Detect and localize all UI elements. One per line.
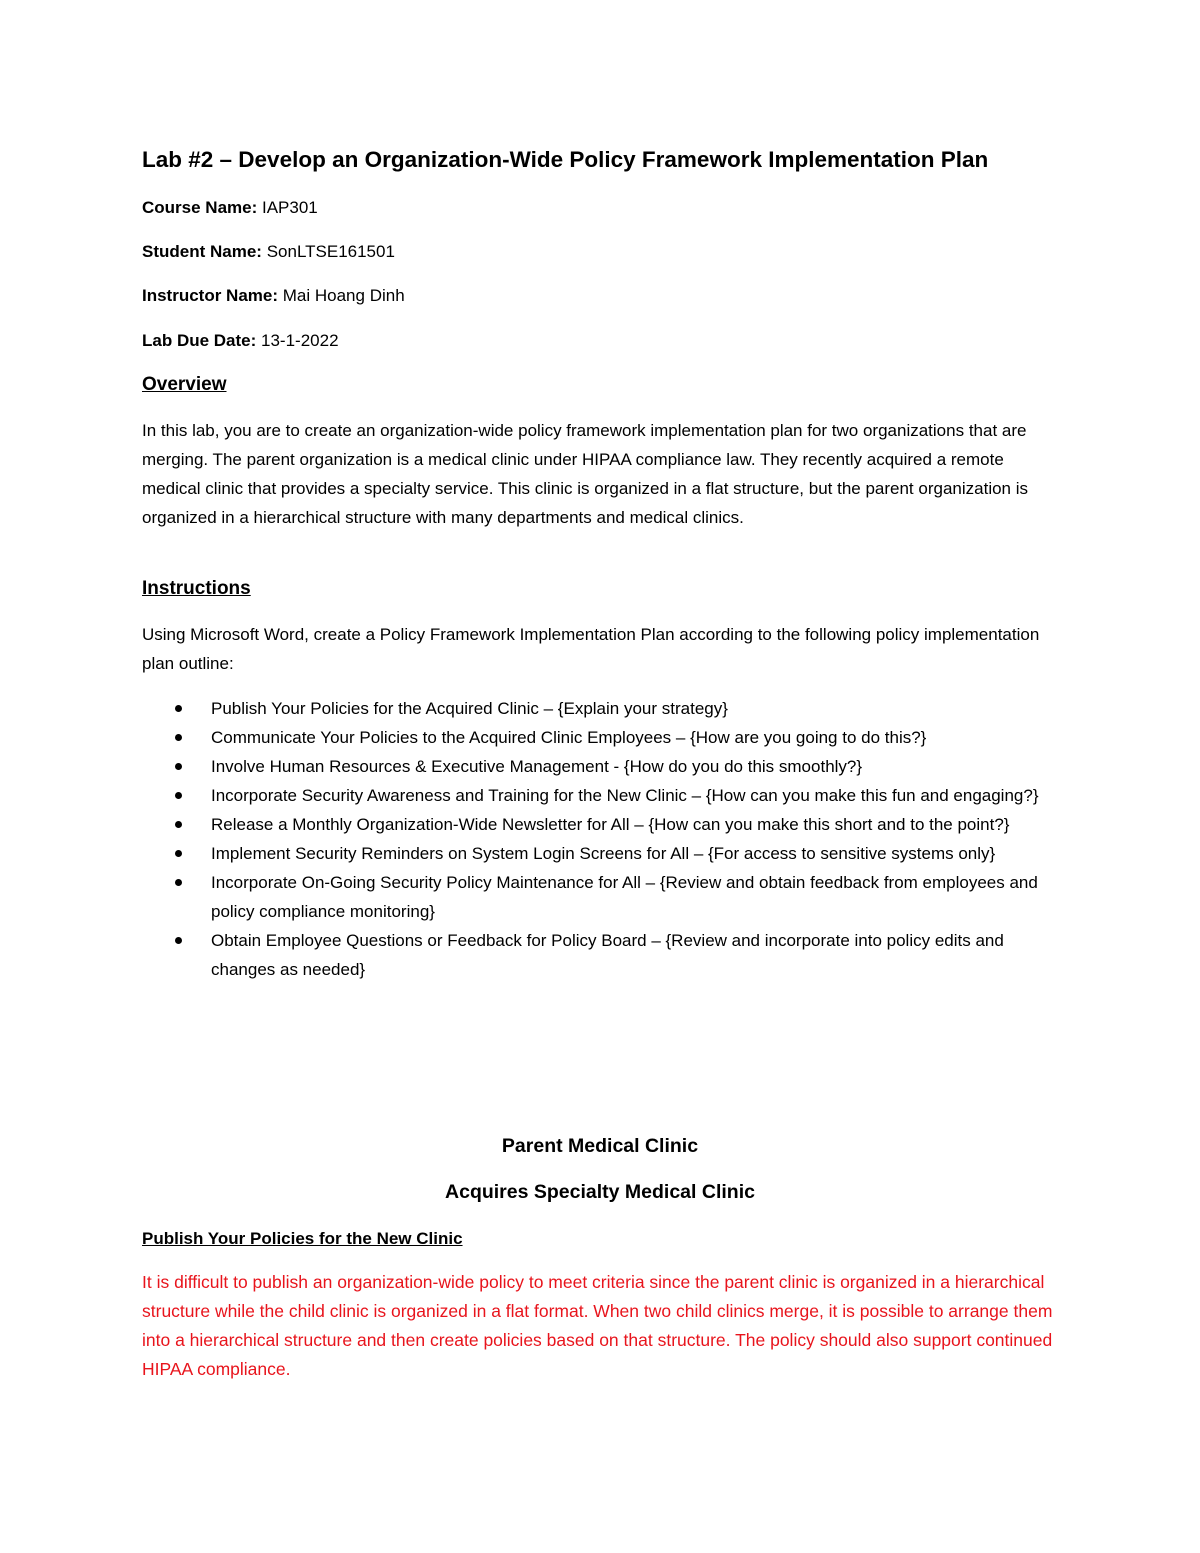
- instructions-heading: Instructions: [142, 578, 251, 599]
- instructor-name-line: [142, 284, 405, 308]
- student-name-line: [142, 240, 395, 264]
- instructions-outline-list: [142, 694, 1072, 984]
- document-title: Lab #2 – Develop an Organization-Wide Policy Framework Implementation Plan: [142, 147, 989, 172]
- acquires-clinic-heading: Acquires Specialty Medical Clinic: [445, 1181, 755, 1203]
- bullet-icon: [175, 821, 182, 828]
- list-item: Involve Human Resources & Executive Management - {How do you do this smoothly?}: [142, 752, 1072, 781]
- publish-policies-answer: It is difficult to publish an organization-wide policy to meet criteria since the parent clinic is organized in a hierarchical structure while the child clinic is organized in a flat format. When two child clinics merge, it is possible to arrange them into a hierarchical structure and then create policies based on that structure. The policy should also support continued HIPAA compliance.: [142, 1272, 1053, 1379]
- due-date-label: Lab Due Date:: [142, 331, 257, 350]
- bullet-icon: [175, 879, 182, 886]
- student-name-value: SonLTSE161501: [261, 242, 395, 261]
- list-item: Communicate Your Policies to the Acquired Clinic Employees – {How are you going to do this?}: [142, 723, 1072, 752]
- student-name-label: Student Name:: [142, 242, 262, 261]
- bullet-icon: [175, 937, 182, 944]
- overview-heading: Overview: [142, 374, 227, 395]
- bullet-icon: [175, 763, 182, 770]
- overview-paragraph: In this lab, you are to create an organization-wide policy framework implementation plan for two organizations that are merging. The parent organization is a medical clinic under HIPAA compliance law. They recently acquired a remote medical clinic that provides a specialty service. This clinic is organized in a flat structure, but the parent organization is organized in a hierarchical structure with many departments and medical clinics.: [142, 421, 1047, 527]
- instructions-paragraph: Using Microsoft Word, create a Policy Framework Implementation Plan according to the following policy implementation plan outline:: [142, 625, 1040, 673]
- instructor-name-value: Mai Hoang Dinh: [278, 286, 405, 305]
- list-item: Incorporate Security Awareness and Training for the New Clinic – {How can you make this fun and engaging?}: [142, 781, 1072, 810]
- course-name-label: Course Name:: [142, 198, 258, 217]
- bullet-icon: [175, 705, 182, 712]
- list-item: Release a Monthly Organization-Wide Newsletter for All – {How can you make this short and to the point?}: [142, 810, 1072, 839]
- bullet-icon: [175, 850, 182, 857]
- list-item: Implement Security Reminders on System Login Screens for All – {For access to sensitive systems only}: [142, 839, 1072, 868]
- list-item: Publish Your Policies for the Acquired Clinic – {Explain your strategy}: [142, 694, 1072, 723]
- list-item: Incorporate On-Going Security Policy Maintenance for All – {Review and obtain feedback from employees and policy compliance monitoring}: [142, 868, 1072, 926]
- bullet-icon: [175, 734, 182, 741]
- bullet-icon: [175, 792, 182, 799]
- due-date-value: 13-1-2022: [256, 331, 339, 350]
- course-name-value: IAP301: [257, 198, 318, 217]
- publish-policies-heading: Publish Your Policies for the New Clinic: [142, 1229, 463, 1248]
- list-item: Obtain Employee Questions or Feedback for Policy Board – {Review and incorporate into policy edits and changes as needed}: [142, 926, 1072, 984]
- due-date-line: [142, 329, 339, 353]
- instructor-name-label: Instructor Name:: [142, 286, 279, 305]
- course-name-line: [142, 196, 318, 220]
- parent-clinic-heading: Parent Medical Clinic: [501, 1135, 699, 1157]
